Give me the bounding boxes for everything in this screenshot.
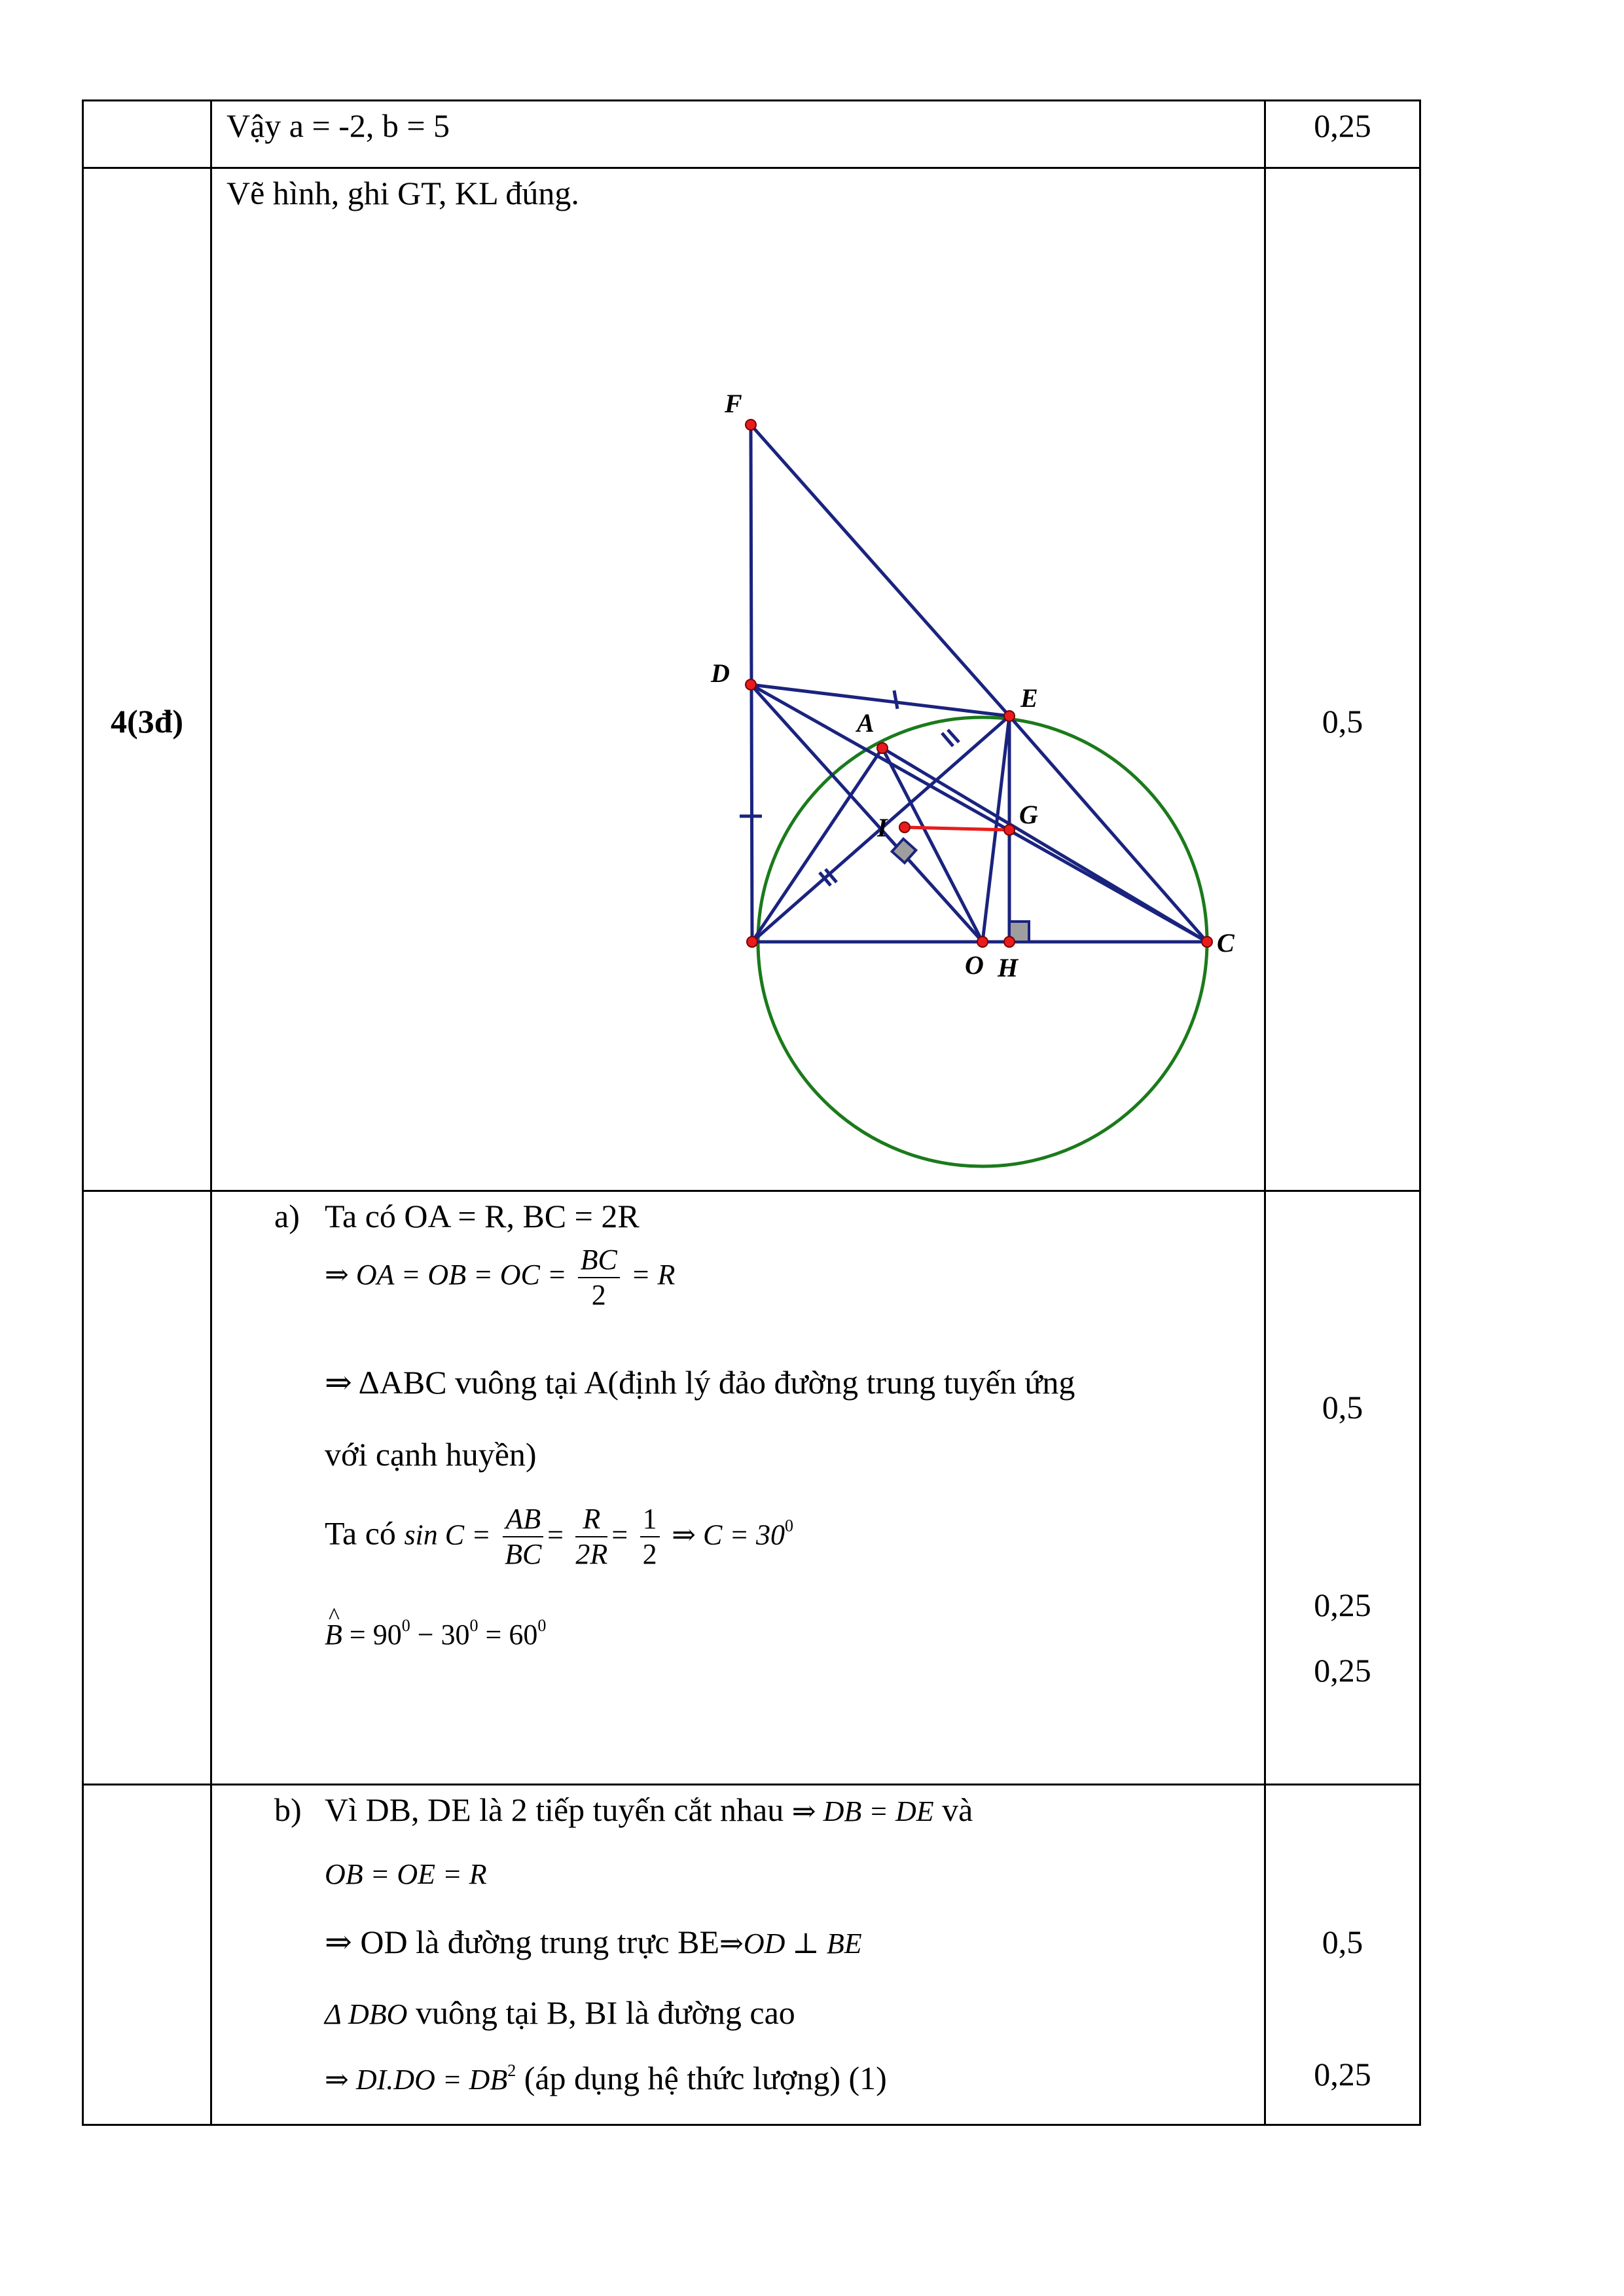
right-angle-i bbox=[892, 839, 916, 863]
formula-line bbox=[325, 2059, 887, 2097]
fraction-den: 2R bbox=[575, 1538, 608, 1570]
result-text: Vậy a = -2, b = 5 bbox=[226, 107, 450, 144]
tick-de bbox=[894, 691, 897, 709]
question-cell bbox=[83, 168, 211, 1191]
label-i: I bbox=[877, 813, 888, 842]
score: 0,5 bbox=[1322, 703, 1363, 740]
text: và bbox=[942, 1791, 973, 1828]
text-line: Ta có OA = R, BC = 2R bbox=[325, 1198, 640, 1234]
question-cell bbox=[83, 101, 211, 168]
figure-labels bbox=[710, 389, 1235, 982]
table-row bbox=[83, 168, 1420, 1191]
formula-line: Ta có sin C = $\frac{AB}{BC}$ = $\frac{R}{2R}$ = $\frac{1}{2}$ ⇒ $C = 30^0$ bbox=[325, 1503, 794, 1570]
point-e bbox=[1004, 711, 1015, 721]
point-h bbox=[1004, 937, 1015, 947]
formula-text: Ta có bbox=[325, 1515, 396, 1552]
label-c: C bbox=[1217, 928, 1235, 958]
score: 0,25 bbox=[1314, 107, 1371, 144]
question-cell bbox=[83, 1191, 211, 1785]
part-label: a) bbox=[274, 1198, 300, 1234]
part-label: b) bbox=[274, 1791, 302, 1828]
fraction-num: BC bbox=[578, 1243, 620, 1278]
text: Vì DB, DE là 2 tiếp tuyến cắt nhau bbox=[325, 1791, 784, 1828]
text: (áp dụng hệ thức lượng) (1) bbox=[516, 2060, 887, 2096]
table-row bbox=[83, 101, 1420, 168]
fraction bbox=[578, 1243, 620, 1312]
angle-b: ^ B bbox=[325, 1618, 342, 1651]
instruction-text: Vẽ hình, ghi GT, KL đúng. bbox=[226, 175, 579, 211]
formula-line bbox=[325, 1243, 675, 1312]
point-c bbox=[1202, 937, 1212, 947]
content-cell bbox=[211, 101, 1265, 168]
score: 0,5 bbox=[1322, 1389, 1363, 1426]
formula-line bbox=[325, 1994, 795, 2032]
point-g bbox=[1004, 825, 1015, 835]
label-g: G bbox=[1019, 800, 1038, 829]
formula-text: ⇒ DI.DO = DB bbox=[325, 2064, 508, 2096]
fraction-num: R bbox=[575, 1502, 607, 1537]
formula-text: sin C = bbox=[404, 1518, 491, 1551]
table-row bbox=[83, 1785, 1420, 2125]
label-h: H bbox=[998, 953, 1019, 982]
point-a bbox=[877, 743, 888, 753]
text-line: ⇒ ΔABC vuông tại A(định lý đảo đường trung tuyến ứng bbox=[325, 1364, 1075, 1401]
content-cell bbox=[211, 168, 1265, 1191]
point-b bbox=[747, 937, 757, 947]
formula-text: − 30 bbox=[417, 1619, 470, 1651]
fraction-num: 1 bbox=[640, 1502, 660, 1537]
exponent: 2 bbox=[507, 2061, 516, 2080]
content-cell bbox=[211, 1191, 1265, 1785]
point-o bbox=[977, 937, 988, 947]
score-cell bbox=[1265, 1785, 1420, 2125]
formula-text: ⇒ C = 30 bbox=[672, 1518, 785, 1551]
fraction-den: 2 bbox=[642, 1538, 657, 1570]
question-label: 4(3đ) bbox=[110, 703, 184, 740]
formula-text: ⇒ DB = DE bbox=[791, 1795, 934, 1827]
score-cell bbox=[1265, 168, 1420, 1191]
label-a: A bbox=[857, 708, 875, 738]
fraction bbox=[575, 1502, 607, 1571]
text: ⇒ OD là đường trung trực BE bbox=[325, 1924, 720, 1960]
formula-text: ⇒OD ⊥ BE bbox=[719, 1928, 862, 1960]
text: vuông tại B, BI là đường cao bbox=[407, 1994, 795, 2031]
degree: 0 bbox=[401, 1616, 410, 1635]
text-line: với cạnh huyền) bbox=[325, 1436, 537, 1473]
formula-line: OB = OE = R bbox=[325, 1858, 487, 1890]
content-cell bbox=[211, 1785, 1265, 2125]
fraction bbox=[503, 1502, 543, 1571]
question-cell bbox=[83, 1785, 211, 2125]
degree: 0 bbox=[785, 1516, 794, 1535]
segment-fe bbox=[751, 425, 1009, 716]
formula-text: ⇒ OA = OB = OC = bbox=[325, 1259, 567, 1291]
score-cell bbox=[1265, 101, 1420, 168]
formula-line bbox=[325, 1923, 862, 1961]
score: 0,25 bbox=[1314, 1652, 1371, 1689]
table-row bbox=[83, 1191, 1420, 1785]
formula-line bbox=[325, 1616, 546, 1651]
label-e: E bbox=[1020, 683, 1038, 713]
score: 0,25 bbox=[1314, 2056, 1371, 2092]
segment-dc bbox=[751, 685, 1207, 942]
degree: 0 bbox=[537, 1616, 547, 1635]
label-o: O bbox=[965, 950, 984, 980]
score: 0,25 bbox=[1314, 1587, 1371, 1623]
segment-de bbox=[751, 685, 1009, 716]
score: 0,5 bbox=[1322, 1924, 1363, 1960]
fraction-den: 2 bbox=[591, 1279, 606, 1311]
formula-line bbox=[325, 1791, 973, 1829]
score-cell bbox=[1265, 1191, 1420, 1785]
point-i bbox=[899, 822, 910, 833]
figure-lines bbox=[740, 425, 1207, 942]
formula-text: Δ DBO bbox=[325, 1998, 408, 2030]
formula-text: = 60 bbox=[485, 1619, 538, 1651]
geometry-figure bbox=[212, 169, 1266, 1190]
point-d bbox=[746, 679, 756, 690]
formula-text: = R bbox=[630, 1259, 676, 1291]
segment-ig bbox=[905, 827, 1009, 830]
label-f: F bbox=[725, 389, 742, 418]
label-d: D bbox=[711, 658, 730, 688]
fraction bbox=[640, 1502, 660, 1571]
formula-text: = 90 bbox=[349, 1619, 402, 1651]
degree: 0 bbox=[469, 1616, 478, 1635]
point-f bbox=[746, 420, 756, 430]
fraction-den: BC bbox=[505, 1538, 542, 1570]
answer-table bbox=[82, 99, 1421, 2126]
fraction-num: AB bbox=[503, 1502, 543, 1537]
